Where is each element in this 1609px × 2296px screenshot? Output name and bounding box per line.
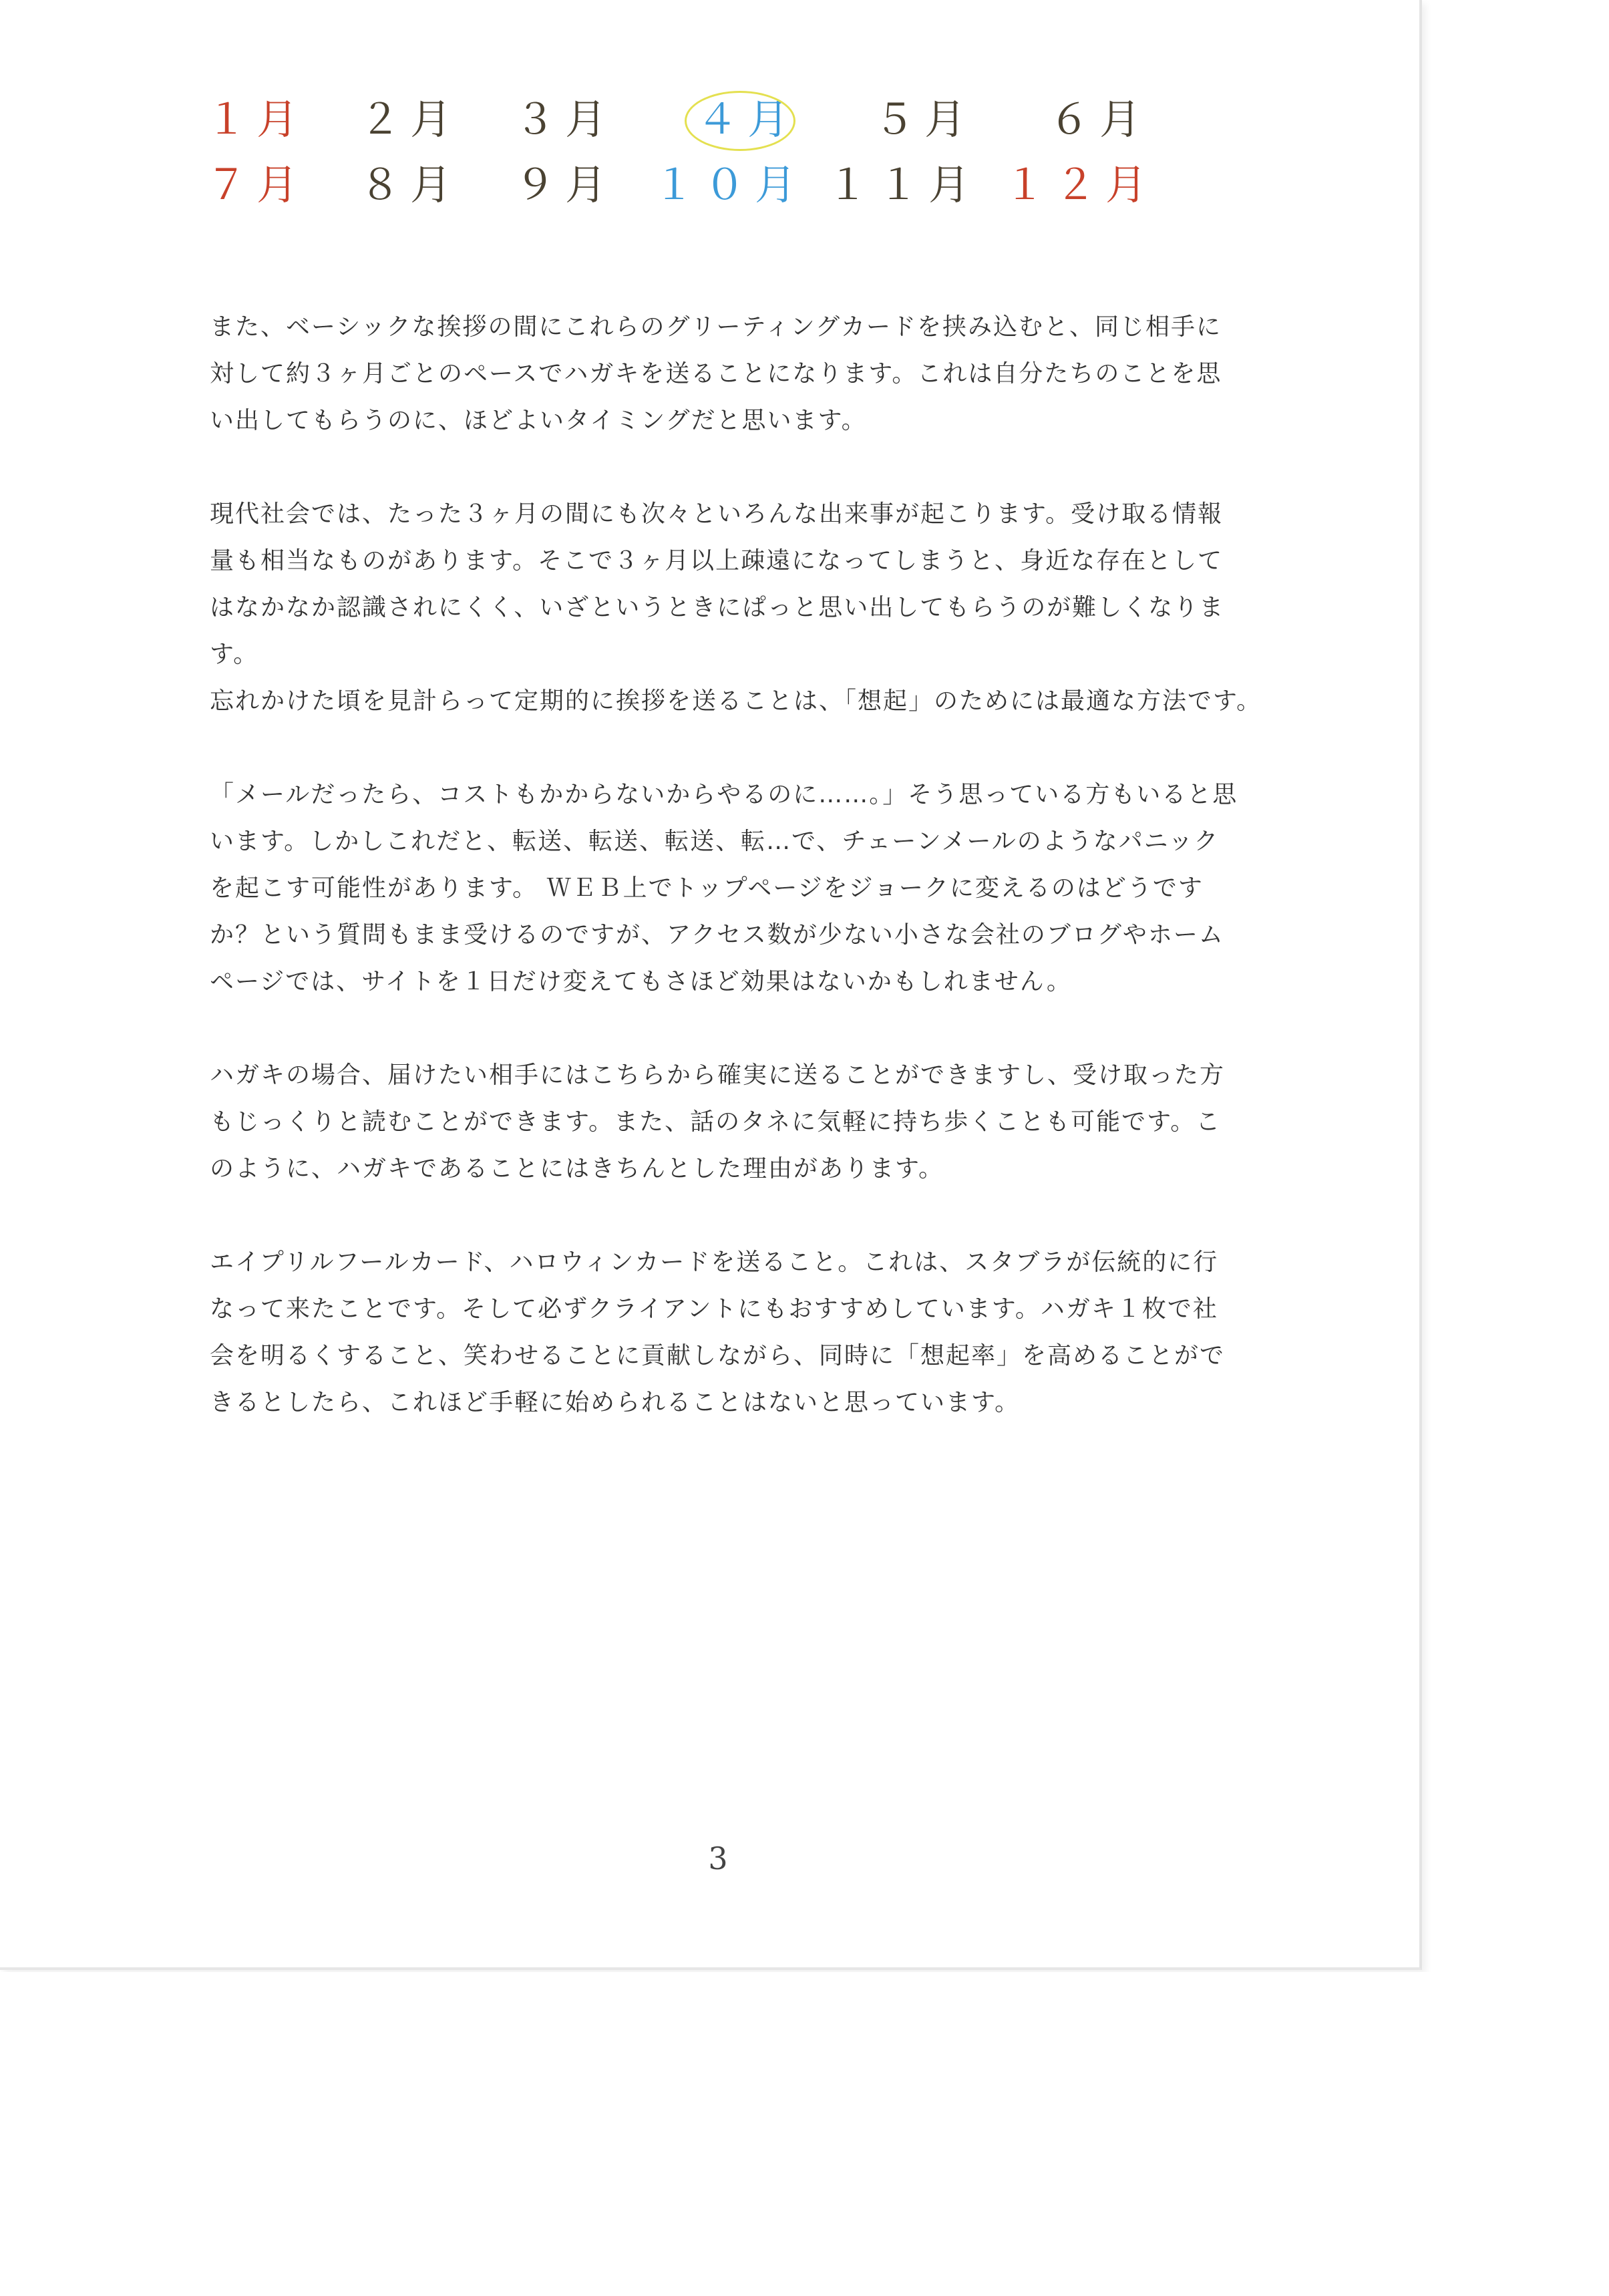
- month-label-9: ９月: [514, 160, 616, 209]
- scan-background: [0, 1972, 1609, 2296]
- paragraph-3: 忘れかけた頃を見計らって定期的に挨拶を送ることは、「想起」のためには最適な方法です。: [210, 687, 1262, 715]
- month-label-11: １１月: [827, 160, 980, 209]
- month-label-10: １０月: [653, 160, 806, 209]
- paragraph-6: エイプリルフールカード、ハロウィンカードを送ること。これは、スタブラが伝統的に行 なって来たことです。そして必ずクライアントにもおすすめしています。ハガキ１枚で社 会を明るくすること、笑わせることに貢献しながら、同時に「想起率」を高めることがで きるとしたら、これほど手軽に始められることはないと思っています。: [210, 1249, 1226, 1416]
- paragraph-2: 現代社会では、たった３ヶ月の間にも次々といろんな出来事が起こります。受け取る情報 量も相当なものがあります。そこで３ヶ月以上疎遠になってしまうと、身近な存在として はなかなか認識されにくく、いざというときにぱっと思い出してもらうのが難しくなりま す。: [210, 500, 1225, 668]
- paragraph-1: また、ベーシックな挨拶の間にこれらのグリーティングカードを挟み込むと、同じ相手に 対して約３ヶ月ごとのペースでハガキを送ることになります。これは自分たちのことを思 い出してもらうのに、ほどよいタイミングだと思います。: [210, 313, 1222, 434]
- month-label-7: ７月: [206, 160, 308, 209]
- month-row-1: [206, 87, 1208, 152]
- month-label-12: １２月: [1004, 160, 1157, 209]
- page-number: 3: [708, 1840, 728, 1876]
- month-label-4: ４月: [697, 87, 798, 152]
- month-label-1: １月: [206, 95, 308, 144]
- month-label-3: ３月: [514, 95, 616, 144]
- month-list: [206, 87, 1208, 218]
- month-label-5: ５月: [874, 95, 976, 144]
- month-row-2: [206, 152, 1208, 218]
- body-text: [210, 304, 1278, 1473]
- month-label-2: ２月: [359, 95, 462, 144]
- month-label-8: ８月: [359, 160, 462, 209]
- paragraph-5: ハガキの場合、届けたい相手にはこちらから確実に送ることができますし、受け取った方 もじっくりと読むことができます。また、話のタネに気軽に持ち歩くことも可能です。こ のように、ハガキであることにはきちんとした理由があります。: [210, 1061, 1226, 1182]
- paragraph-4: 「メールだったら、コストもかからないからやるのに……。」そう思っている方もいると思 います。しかしこれだと、転送、転送、転送、転…で、チェーンメールのようなパニック を起こす可能性があります。 ＷＥＢ上でトップページをジョークに変えるのはどうです か？という質問もまま受けるのですが、アクセス数が少ない小さな会社のブログやホーム ページでは、サイトを１日だけ変えてもさほど効果はないかもしれません。: [210, 781, 1238, 995]
- month-label-6: ６月: [1049, 95, 1151, 144]
